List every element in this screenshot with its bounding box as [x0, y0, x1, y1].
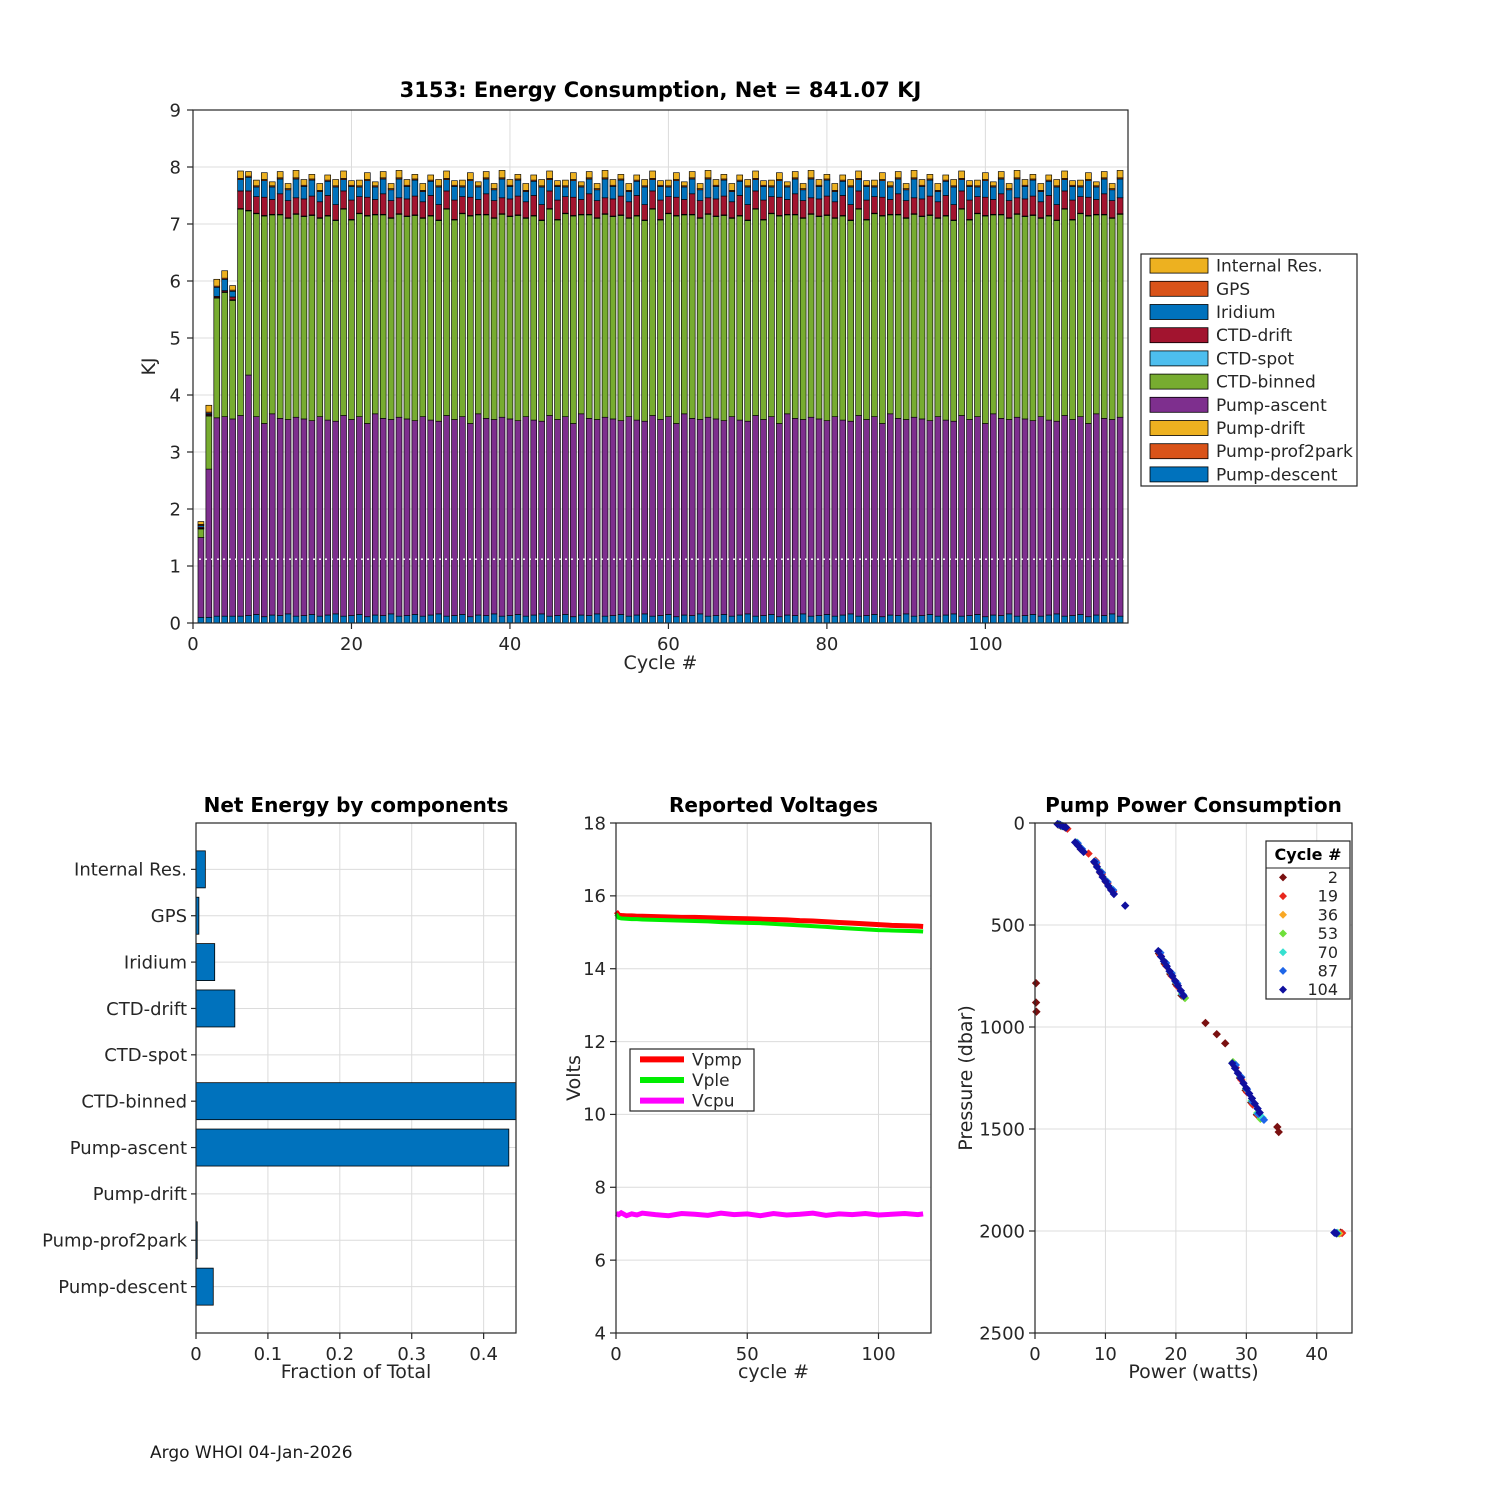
- footer-text: Argo WHOI 04-Jan-2026: [150, 1443, 353, 1463]
- category-label: CTD-spot: [104, 1045, 187, 1067]
- x-tick-label: 0.1: [253, 1344, 283, 1365]
- y-tick-label: 10: [583, 1104, 606, 1126]
- x-tick-label: 20: [340, 634, 363, 655]
- voltages-x-axis-label: cycle #: [737, 1361, 810, 1383]
- stacked-bars: [198, 170, 1123, 623]
- x-tick-label: 0.2: [325, 1344, 355, 1365]
- x-tick-label: 0.3: [397, 1344, 427, 1365]
- legend-label: CTD-drift: [1216, 326, 1293, 347]
- y-tick-label: 1000: [979, 1017, 1025, 1039]
- legend-label: 2: [1327, 867, 1338, 887]
- legend-label: CTD-binned: [1216, 372, 1316, 393]
- x-tick-label: 0.4: [469, 1344, 498, 1365]
- y-tick-label: 18: [583, 813, 606, 835]
- x-tick-label: 80: [815, 634, 839, 655]
- legend-label: 104: [1307, 980, 1338, 1000]
- y-tick-label: 8: [169, 157, 181, 179]
- energy-legend: [1141, 254, 1357, 486]
- x-tick-label: 0: [190, 1344, 202, 1365]
- net-energy-bar: [196, 990, 235, 1027]
- x-tick-label: 0: [1029, 1344, 1041, 1365]
- voltage-line-Vcpu: [616, 1213, 923, 1216]
- y-tick-label: 8: [594, 1177, 606, 1199]
- net-energy-bar: [196, 1268, 213, 1305]
- y-tick-label: 6: [594, 1250, 606, 1272]
- legend-label: 70: [1317, 942, 1338, 962]
- category-label: Internal Res.: [74, 859, 187, 881]
- net-energy-bar: [196, 851, 205, 888]
- y-tick-label: 2: [169, 499, 181, 521]
- x-tick-label: 40: [498, 634, 522, 655]
- legend-swatch-Internal Res.: [1150, 258, 1208, 273]
- legend-label: Internal Res.: [1216, 256, 1323, 277]
- y-tick-label: 3: [169, 442, 181, 464]
- x-tick-label: 10: [1093, 1344, 1117, 1365]
- category-label: Iridium: [123, 952, 187, 974]
- x-tick-label: 30: [1234, 1344, 1258, 1365]
- legend-swatch-CTD-spot: [1150, 351, 1208, 366]
- x-tick-label: 100: [968, 634, 1003, 655]
- energy-x-axis-label: Cycle #: [623, 652, 698, 674]
- y-tick-label: 2500: [979, 1323, 1025, 1345]
- legend-swatch-GPS: [1150, 281, 1208, 296]
- legend-label: 87: [1317, 961, 1338, 981]
- x-tick-label: 40: [1305, 1344, 1329, 1365]
- y-tick-label: 2000: [979, 1221, 1025, 1243]
- pump-legend-title: Cycle #: [1274, 845, 1342, 864]
- y-tick-label: 4: [169, 385, 181, 407]
- voltages-y-axis-label: Volts: [563, 1055, 585, 1101]
- x-tick-label: 60: [656, 634, 680, 655]
- legend-swatch-CTD-drift: [1150, 328, 1208, 343]
- x-tick-label: 20: [1164, 1344, 1188, 1365]
- legend-swatch-Pump-ascent: [1150, 397, 1208, 412]
- energy-y-axis-label: KJ: [138, 357, 160, 376]
- voltages-title: Reported Voltages: [668, 793, 879, 817]
- legend-label: Iridium: [1216, 302, 1276, 323]
- x-tick-label: 0: [610, 1344, 622, 1365]
- pump-power-y-axis-label: Pressure (dbar): [955, 1005, 977, 1151]
- net-energy-x-axis-label: Fraction of Total: [280, 1361, 432, 1383]
- net-energy-chart: [42, 793, 516, 1383]
- x-tick-label: 100: [861, 1344, 896, 1365]
- y-tick-label: 1: [169, 556, 181, 578]
- category-label: Pump-ascent: [69, 1137, 187, 1159]
- legend-label: Pump-prof2park: [1216, 442, 1353, 463]
- legend-label: Vcpu: [692, 1091, 735, 1112]
- category-label: Pump-prof2park: [42, 1230, 187, 1252]
- legend-swatch-Pump-drift: [1150, 421, 1208, 436]
- y-tick-label: 5: [169, 328, 181, 350]
- net-energy-bar: [196, 1083, 516, 1120]
- legend-label: 36: [1317, 905, 1338, 925]
- y-tick-label: 7: [169, 214, 181, 236]
- y-tick-label: 0: [1013, 813, 1025, 835]
- legend-swatch-Pump-descent: [1150, 467, 1208, 482]
- legend-label: GPS: [1216, 279, 1251, 300]
- category-label: GPS: [150, 906, 187, 928]
- energy-chart-title: 3153: Energy Consumption, Net = 841.07 KJ: [399, 78, 922, 102]
- x-tick-label: 50: [735, 1344, 759, 1365]
- pump-power-title: Pump Power Consumption: [1045, 793, 1342, 817]
- legend-swatch-CTD-binned: [1150, 374, 1208, 389]
- legend-label: 53: [1317, 924, 1338, 944]
- category-label: Pump-drift: [92, 1184, 187, 1206]
- net-energy-bar: [196, 1129, 509, 1166]
- y-tick-label: 500: [990, 915, 1025, 937]
- category-label: CTD-binned: [81, 1091, 187, 1113]
- legend-label: Pump-descent: [1216, 465, 1338, 486]
- pump-power-x-axis-label: Power (watts): [1128, 1361, 1259, 1383]
- legend-label: Pump-drift: [1216, 418, 1306, 439]
- legend-label: 19: [1317, 886, 1338, 906]
- category-label: CTD-drift: [106, 998, 187, 1020]
- legend-label: Pump-ascent: [1216, 395, 1327, 416]
- net-energy-title: Net Energy by components: [203, 793, 509, 817]
- x-tick-label: 0: [187, 634, 199, 655]
- legend-swatch-Pump-prof2park: [1150, 444, 1208, 459]
- y-tick-label: 6: [169, 271, 181, 293]
- pump-legend: [1266, 841, 1350, 999]
- voltages-legend: [630, 1049, 754, 1112]
- legend-label: Vple: [692, 1070, 730, 1091]
- energy-consumption-chart: [138, 78, 1128, 674]
- y-tick-label: 4: [594, 1323, 606, 1345]
- y-tick-label: 1500: [979, 1119, 1025, 1141]
- net-energy-bar: [196, 944, 215, 981]
- y-tick-label: 9: [169, 100, 181, 122]
- legend-swatch-Iridium: [1150, 305, 1208, 320]
- y-tick-label: 0: [169, 613, 181, 635]
- category-label: Pump-descent: [58, 1276, 187, 1298]
- y-tick-label: 16: [583, 886, 606, 908]
- y-tick-label: 14: [583, 959, 606, 981]
- legend-label: Vpmp: [692, 1050, 742, 1071]
- legend-label: CTD-spot: [1216, 349, 1295, 370]
- y-tick-label: 12: [583, 1031, 606, 1053]
